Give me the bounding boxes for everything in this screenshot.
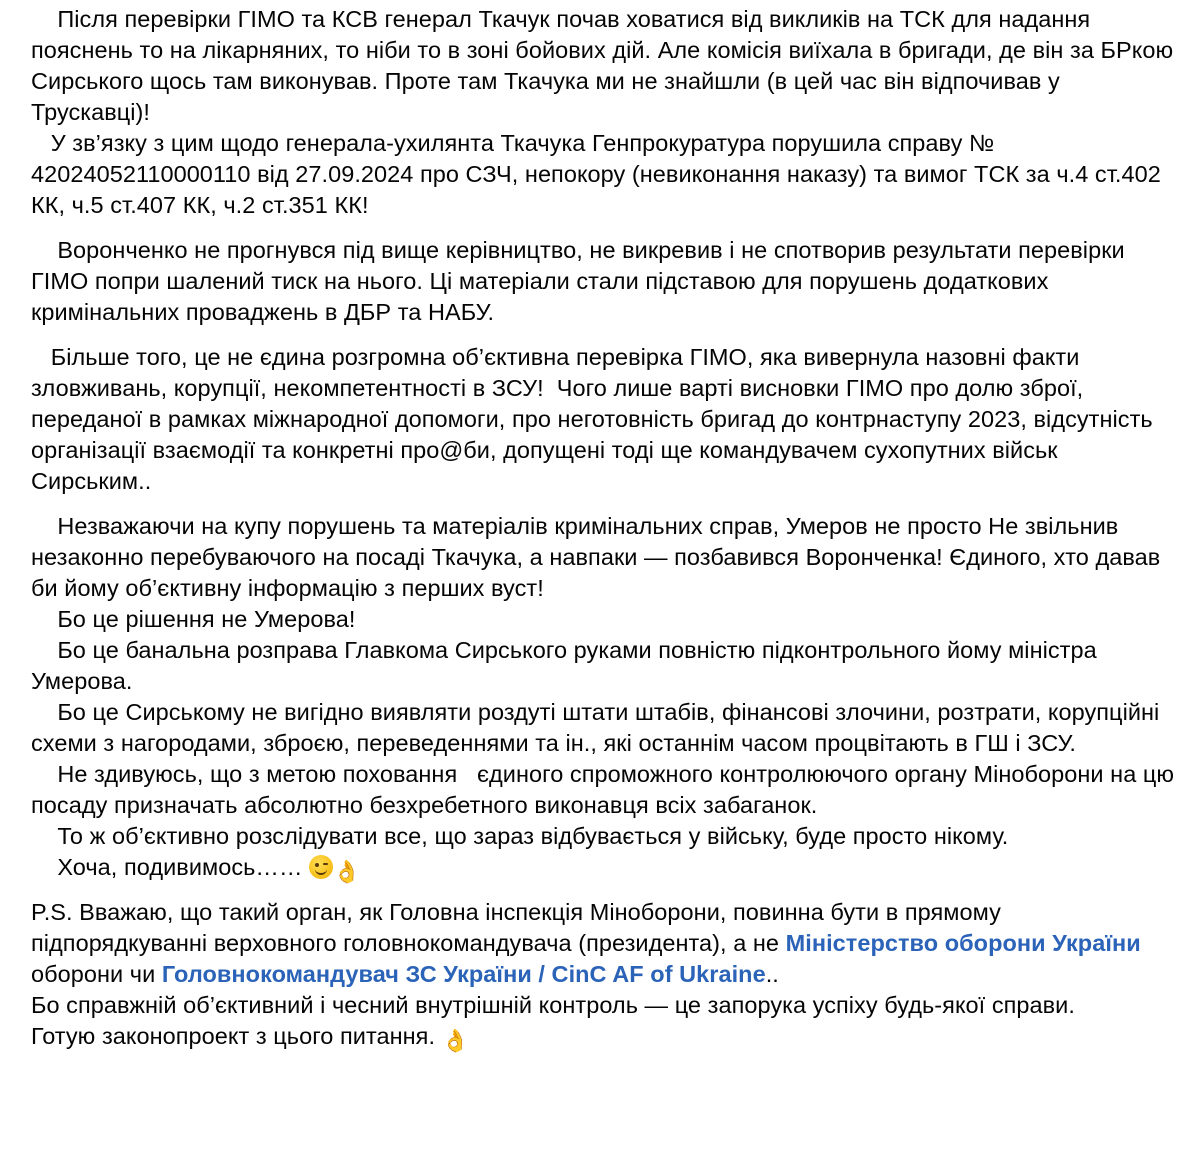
paragraph-not-umerov-decision: Бо це рішення не Умерова! (31, 606, 356, 632)
paragraph-internal-control: Бо справжній об’єктивний і чесний внутрішній контроль — це запорука успіху будь-якої справи. (31, 992, 1075, 1018)
ps-text-mid: оборони чи (31, 930, 1148, 987)
paragraph-gimo-inspections: Більше того, це не єдина розгромна об’єктивна перевірка ГІМО, яка вивернула назовні факти зловживань, корупції, некомпетентності в ЗСУ! Чого лише варті висновки ГІМО про долю зброї, переданої в рамках міжнародної допомоги, про неготовність бригад до контрнаступу 2023, відсутність організації взаємодії та конкретні про@би, допущені тоді ще командувачем сухопутних військ Сирським.. (31, 344, 1160, 494)
ok-hand-emoji-icon: 👌 (333, 859, 361, 884)
link-ministry-of-defence[interactable]: Міністерство оборони України (785, 930, 1141, 956)
ps-text-end: .. (765, 961, 779, 987)
paragraph-syrskyi-reprisal: Бо це банальна розправа Главкома Сирського руками повністю підконтрольного йому міністра Умерова. (31, 637, 1104, 694)
paragraph-umerov: Незважаючи на купу порушень та матеріалів кримінальних справ, Умеров не просто Не звільнив незаконно перебуваючого на посаді Ткачука, а навпаки — позбавився Воронченка! Єдиного, хто давав би йому об’єктивну інформацію з перших вуст! (31, 513, 1167, 601)
paragraph-prosecution-case: У зв’язку з цим щодо генерала-ухилянта Ткачука Генпрокуратура порушила справу № 42024052110000110 від 27.09.2024 про СЗЧ, непокору (невиконання наказу) та вимог ТСК за ч.4 ст.402 КК, ч.5 ст.407 КК, ч.2 ст.351 КК! (31, 130, 1168, 218)
paragraph-voronchenko: Воронченко не прогнувся під вище керівництво, не викревив і не спотворив результати перевірки ГІМО попри шалений тиск на нього. Ці матеріали стали підставою для порушень додаткових кримінальних проваджень в ДБР та НАБУ. (31, 237, 1132, 325)
ps-text-start: P.S. Вважаю, що такий орган, як Головна інспекція Міноборони, повинна бути в прямому підпорядкуванні верховного головнокомандувача (президента), а не (31, 899, 1008, 956)
lets-see-text: Хоча, подивимось…… (31, 854, 303, 880)
ok-hand-emoji-icon: 👌 (441, 1028, 470, 1053)
link-commander-in-chief[interactable]: Головнокомандувач ЗС України / CinC AF of Ukraine (161, 961, 766, 987)
paragraph-lets-see (31, 852, 1181, 884)
paragraph-draft-law (31, 1021, 1181, 1053)
post-text (31, 4, 1181, 1053)
draft-law-text: Готую законопроект з цього питання. (31, 1023, 442, 1049)
paragraph-appointment: Не здивуюсь, що з метою поховання єдиного спроможного контролюючого органу Міноборони на цю посаду призначать абсолютно безхребетного виконавця всіх забаганок. (31, 761, 1181, 818)
paragraph-ps (31, 897, 1181, 990)
paragraph-syrskyi-interest: Бо це Сирському не вигідно виявляти роздуті штати штабів, фінансові злочини, розтрати, корупційні схеми з нагородами, зброєю, переведеннями та ін., які останнім часом процвітають в ГШ і ЗСУ. (31, 699, 1166, 756)
paragraph-tkachuk-hiding: Після перевірки ГІМО та КСВ генерал Ткачук почав ховатися від викликів на ТСК для надання пояснень то на лікарняних, то ніби то в зоні бойових дій. Але комісія виїхала в бригади, де він за БРкою Сирського щось там виконував. Проте там Ткачука ми не знайшли (в цей час він відпочивав у Трускавці)! (31, 6, 1180, 125)
winking-face-emoji-icon (309, 855, 333, 879)
paragraph-nobody-to-investigate: То ж об’єктивно розслідувати все, що зараз відбувається у війську, буде просто нікому. (31, 823, 1009, 849)
